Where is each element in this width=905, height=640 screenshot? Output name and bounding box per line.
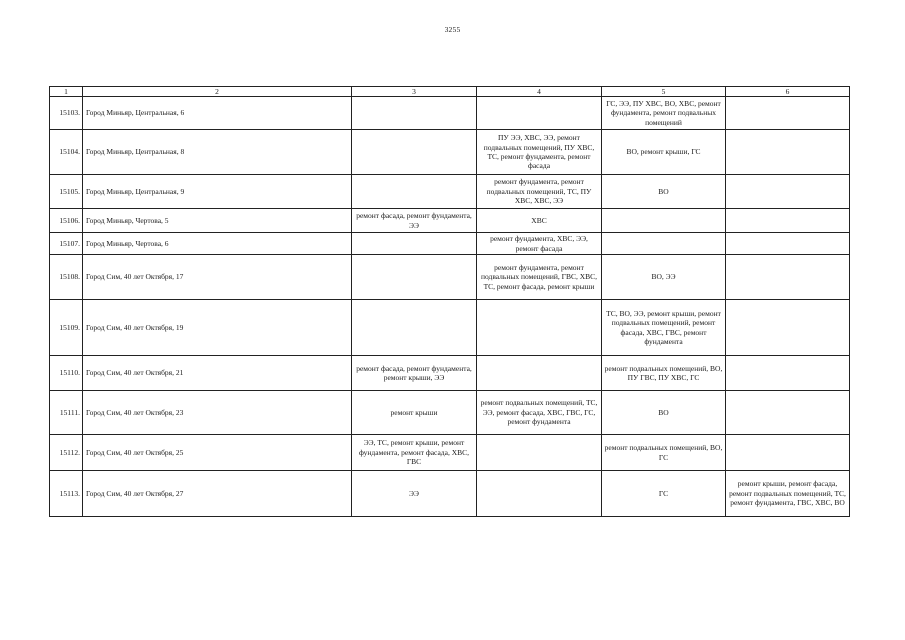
row-cell: ЭЭ [352, 471, 477, 517]
row-cell [726, 130, 850, 175]
header-cell: 4 [477, 87, 602, 97]
row-cell: ремонт подвальных помещений, ВО, ПУ ГВС, ПУ ХВС, ГС [602, 356, 726, 391]
row-cell: ВО [602, 391, 726, 435]
table-row [50, 233, 850, 255]
row-number: 15109. [50, 300, 83, 356]
row-cell [726, 391, 850, 435]
row-address: Город Миньяр, Центральная, 8 [83, 130, 352, 175]
row-cell: ПУ ЭЭ, ХВС, ЭЭ, ремонт подвальных помещений, ПУ ХВС, ТС, ремонт фундамента, ремонт фасада [477, 130, 602, 175]
table-row [50, 356, 850, 391]
row-cell: ремонт фасада, ремонт фундамента, ЭЭ [352, 209, 477, 233]
row-address: Город Миньяр, Центральная, 9 [83, 175, 352, 209]
row-cell: ремонт крыши, ремонт фасада, ремонт подвальных помещений, ТС, ремонт фундамента, ГВС, ХВС, ВО [726, 471, 850, 517]
row-cell [726, 435, 850, 471]
row-cell [477, 97, 602, 130]
row-cell [726, 300, 850, 356]
row-cell [477, 300, 602, 356]
row-cell [352, 233, 477, 255]
row-address: Город Миньяр, Центральная, 6 [83, 97, 352, 130]
header-cell: 2 [83, 87, 352, 97]
row-cell: ГС, ЭЭ, ПУ ХВС, ВО, ХВС, ремонт фундамента, ремонт подвальных помещений [602, 97, 726, 130]
row-number: 15107. [50, 233, 83, 255]
row-cell [477, 435, 602, 471]
row-cell [477, 471, 602, 517]
header-cell: 3 [352, 87, 477, 97]
row-cell: ВО, ЭЭ [602, 255, 726, 300]
row-cell: ремонт фундамента, ремонт подвальных помещений, ТС, ПУ ХВС, ХВС, ЭЭ [477, 175, 602, 209]
row-cell [352, 175, 477, 209]
row-address: Город Сим, 40 лет Октября, 19 [83, 300, 352, 356]
row-cell [352, 300, 477, 356]
row-address: Город Сим, 40 лет Октября, 21 [83, 356, 352, 391]
row-address: Город Сим, 40 лет Октября, 25 [83, 435, 352, 471]
table-row [50, 255, 850, 300]
table-header-row [50, 87, 850, 97]
row-cell [352, 97, 477, 130]
row-cell: ВО [602, 175, 726, 209]
row-cell: ЭЭ, ТС, ремонт крыши, ремонт фундамента, ремонт фасада, ХВС, ГВС [352, 435, 477, 471]
table-row [50, 97, 850, 130]
row-number: 15106. [50, 209, 83, 233]
row-cell [726, 209, 850, 233]
row-cell [602, 233, 726, 255]
row-number: 15104. [50, 130, 83, 175]
table-row [50, 175, 850, 209]
row-address: Город Сим, 40 лет Октября, 23 [83, 391, 352, 435]
data-table [49, 86, 850, 517]
row-cell [726, 255, 850, 300]
row-number: 15105. [50, 175, 83, 209]
row-cell: ТС, ВО, ЭЭ, ремонт крыши, ремонт подвальных помещений, ремонт фасада, ХВС, ГВС, ремонт фундамента [602, 300, 726, 356]
row-cell [726, 97, 850, 130]
row-cell: ремонт подвальных помещений, ТС, ЭЭ, ремонт фасада, ХВС, ГВС, ГС, ремонт фундамента [477, 391, 602, 435]
row-cell: ремонт крыши [352, 391, 477, 435]
row-number: 15108. [50, 255, 83, 300]
row-cell: ВО, ремонт крыши, ГС [602, 130, 726, 175]
row-number: 15103. [50, 97, 83, 130]
row-cell [352, 130, 477, 175]
row-cell [602, 209, 726, 233]
row-address: Город Миньяр, Чертова, 5 [83, 209, 352, 233]
header-cell: 5 [602, 87, 726, 97]
page-number: 3255 [444, 25, 461, 34]
row-cell [477, 356, 602, 391]
row-cell: ремонт фасада, ремонт фундамента, ремонт крыши, ЭЭ [352, 356, 477, 391]
row-cell: ГС [602, 471, 726, 517]
row-cell: ремонт подвальных помещений, ВО, ГС [602, 435, 726, 471]
row-cell: ремонт фундамента, ремонт подвальных помещений, ГВС, ХВС, ТС, ремонт фасада, ремонт крыши [477, 255, 602, 300]
header-cell: 6 [726, 87, 850, 97]
row-cell: ХВС [477, 209, 602, 233]
table-row [50, 435, 850, 471]
row-address: Город Сим, 40 лет Октября, 27 [83, 471, 352, 517]
row-cell [726, 356, 850, 391]
table-row [50, 130, 850, 175]
row-address: Город Миньяр, Чертова, 6 [83, 233, 352, 255]
table-row [50, 300, 850, 356]
table-row [50, 471, 850, 517]
row-number: 15110. [50, 356, 83, 391]
row-number: 15113. [50, 471, 83, 517]
table-row [50, 209, 850, 233]
row-number: 15111. [50, 391, 83, 435]
row-cell [352, 255, 477, 300]
row-cell [726, 175, 850, 209]
row-cell [726, 233, 850, 255]
row-number: 15112. [50, 435, 83, 471]
row-address: Город Сим, 40 лет Октября, 17 [83, 255, 352, 300]
table-row [50, 391, 850, 435]
row-cell: ремонт фундамента, ХВС, ЭЭ, ремонт фасада [477, 233, 602, 255]
header-cell: 1 [50, 87, 83, 97]
